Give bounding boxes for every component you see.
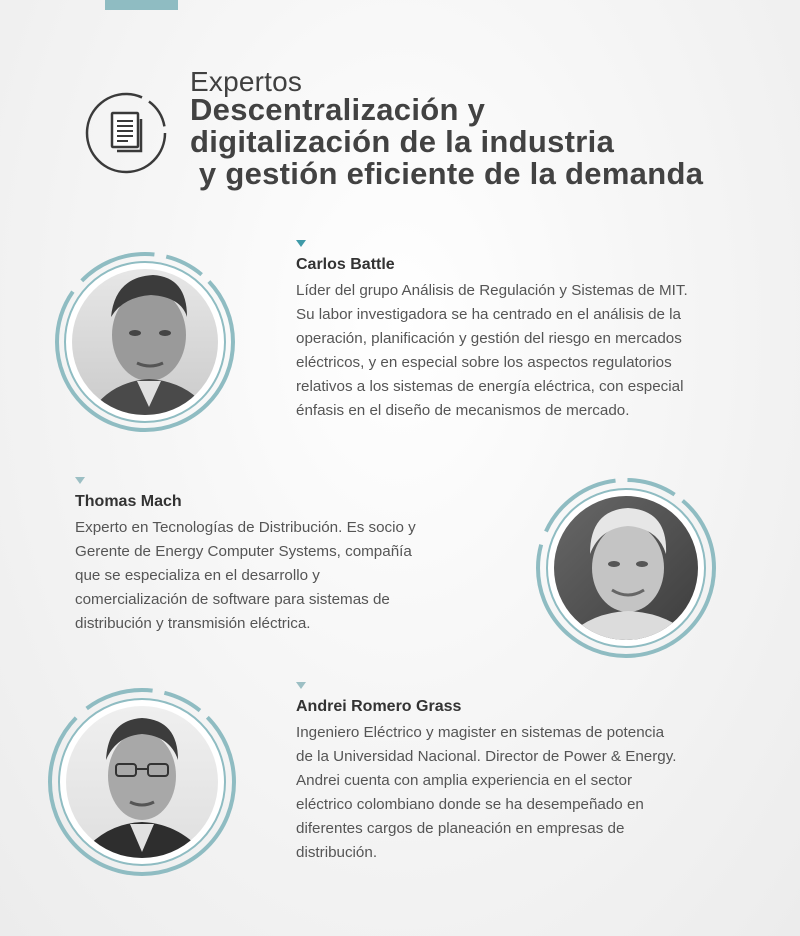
caret-down-icon: [296, 682, 306, 689]
expert-card: [296, 682, 766, 865]
expert-card: [296, 240, 766, 423]
bio-line: distribución y transmisión eléctrica.: [75, 615, 311, 632]
expert-portrait-carlos-battle: [45, 247, 245, 447]
bio-line: diferentes cargos de planeación en empresas de: [296, 820, 625, 837]
bio-line: Ingeniero Eléctrico y magister en sistemas de potencia: [296, 724, 665, 741]
bio-line: eléctrico colombiano donde se ha desempeñado en: [296, 796, 644, 813]
page-title: [190, 94, 790, 190]
expert-bio: [75, 516, 505, 636]
title-line: Descentralización y: [190, 92, 486, 127]
documents-icon: [84, 91, 168, 175]
section-overline: Expertos: [190, 66, 303, 97]
bio-line: que se especializa en el desarrollo y: [75, 567, 320, 584]
expert-card: [75, 477, 505, 636]
bio-line: comercialización de software para sistemas de: [75, 591, 390, 608]
top-accent-bar: [105, 0, 178, 10]
caret-down-icon: [75, 477, 85, 484]
bio-line: énfasis en el diseño de mecanismos de mercado.: [296, 402, 630, 419]
expert-name: Thomas Mach: [75, 493, 182, 510]
bio-line: Su labor investigadora se ha centrado en el análisis de la: [296, 306, 681, 323]
expert-bio: [296, 279, 766, 423]
bio-line: Líder del grupo Análisis de Regulación y Sistemas de MIT.: [296, 282, 688, 299]
bio-line: Andrei cuenta con amplia experiencia en el sector: [296, 772, 633, 789]
bio-line: relativos a los sistemas de energía eléctrica, con especial: [296, 378, 684, 395]
bio-line: de la Universidad Nacional. Director de Power & Energy.: [296, 748, 677, 765]
bio-line: distribución.: [296, 844, 378, 861]
caret-down-icon: [296, 240, 306, 247]
expert-bio: [296, 721, 766, 865]
title-line: digitalización de la industria: [190, 124, 615, 159]
bio-line: operación, planificación y gestión del riesgo en mercados: [296, 330, 682, 347]
title-line: y gestión eficiente de la demanda: [190, 156, 704, 191]
expert-portrait-andrei-romero-grass: [40, 684, 250, 894]
bio-line: eléctricos, y en especial sobre los aspectos regulatorios: [296, 354, 672, 371]
expert-name: Carlos Battle: [296, 256, 395, 273]
expert-portrait-thomas-mach: [528, 468, 728, 668]
bio-line: Experto en Tecnologías de Distribución. Es socio y: [75, 519, 416, 536]
expert-name: Andrei Romero Grass: [296, 698, 462, 715]
bio-line: Gerente de Energy Computer Systems, compañía: [75, 543, 412, 560]
